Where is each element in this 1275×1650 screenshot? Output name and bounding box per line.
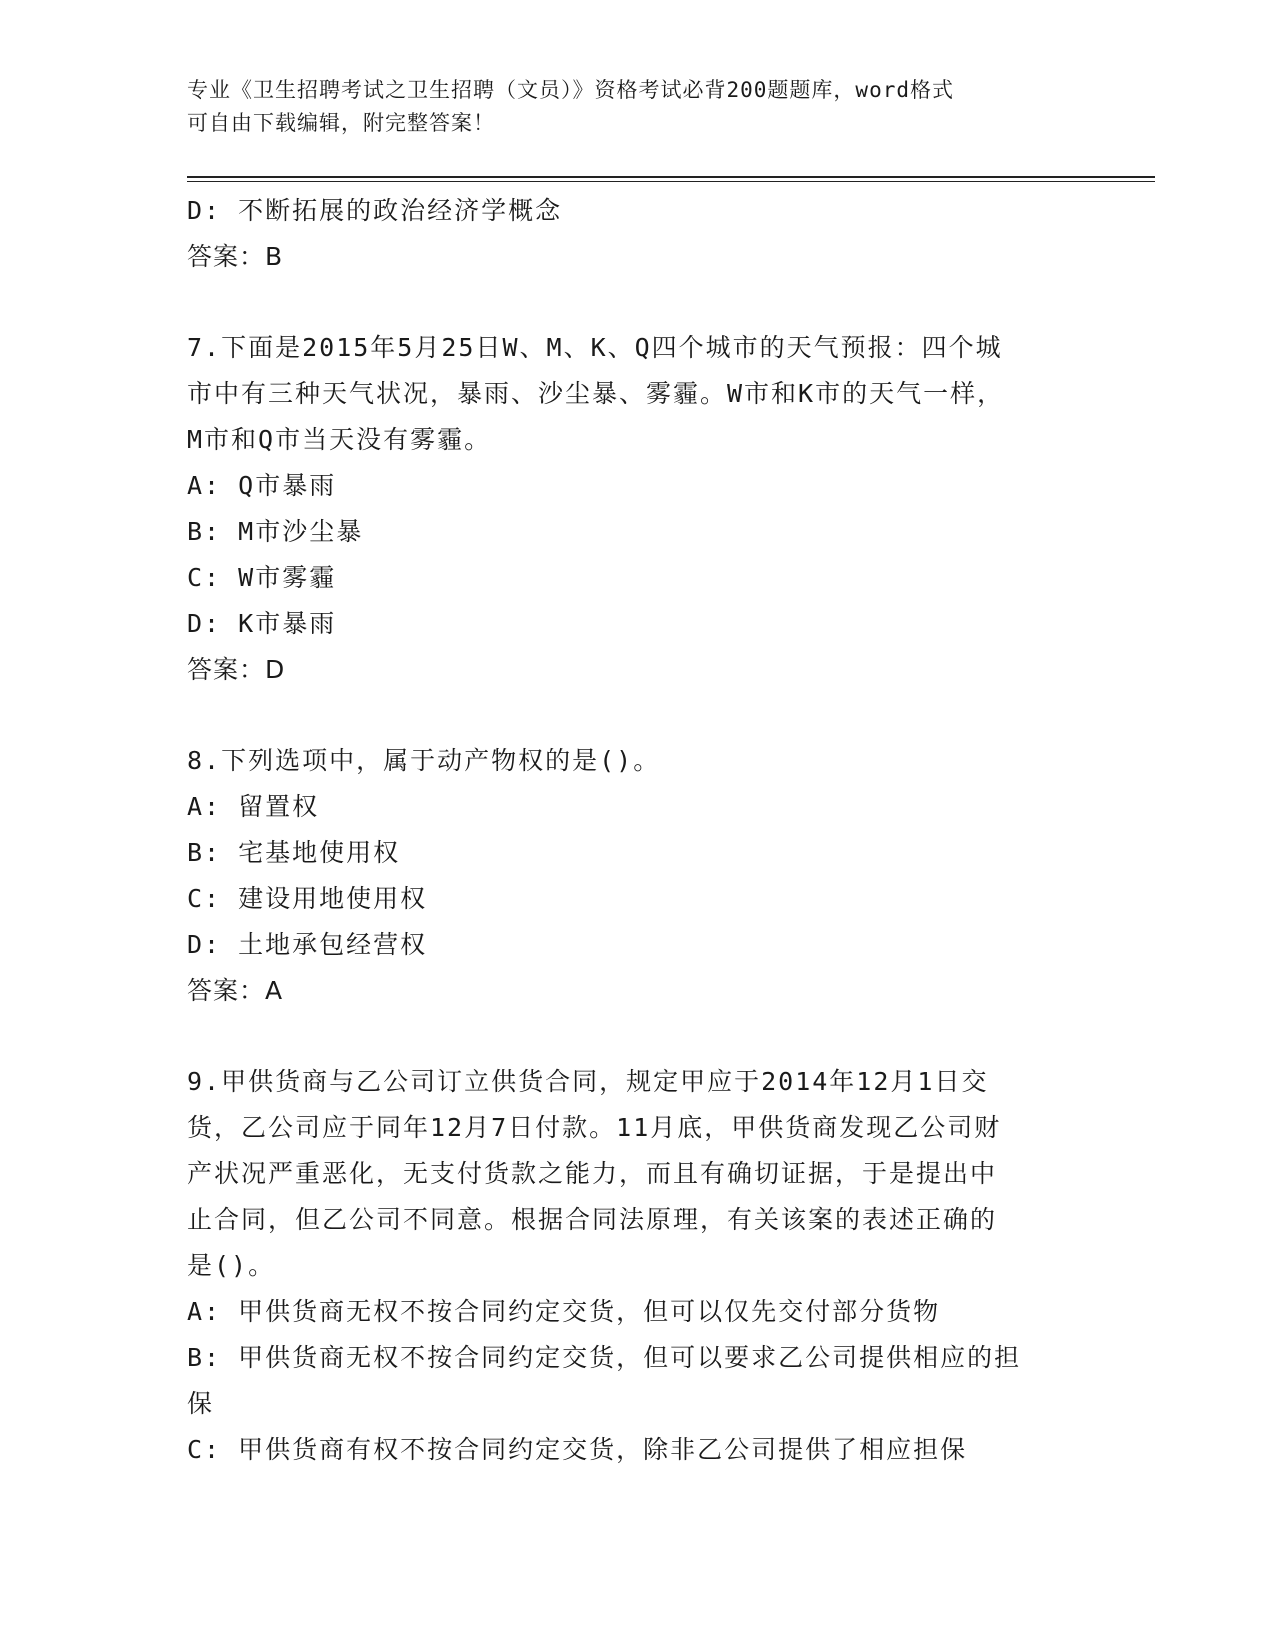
q9-option-c: C: 甲供货商有权不按合同约定交货，除非乙公司提供了相应担保	[187, 1435, 968, 1464]
q8-option-a: A: 留置权	[187, 792, 320, 821]
document-body	[187, 188, 1087, 1473]
q7-stem-line-2: 市中有三种天气状况，暴雨、沙尘暴、雾霾。W市和K市的天气一样，	[187, 379, 1005, 408]
document-header	[187, 74, 1087, 140]
q8-answer: 答案：A	[187, 976, 284, 1005]
q9-stem-line-4: 止合同，但乙公司不同意。根据合同法原理，有关该案的表述正确的	[187, 1205, 998, 1234]
q9-option-b: B: 甲供货商无权不按合同约定交货，但可以要求乙公司提供相应的担	[187, 1343, 1022, 1372]
q9-stem-line-1: 9.甲供货商与乙公司订立供货合同，规定甲应于2014年12月1日交	[187, 1067, 989, 1096]
header-line-1: 专业《卫生招聘考试之卫生招聘（文员）》资格考试必背200题题库，word格式	[187, 78, 954, 102]
q8-stem-line-1: 8.下列选项中，属于动产物权的是()。	[187, 746, 661, 775]
header-divider-thick	[187, 176, 1155, 178]
q7-option-c: C: W市雾霾	[187, 563, 337, 592]
q7-option-d: D: K市暴雨	[187, 609, 337, 638]
question-spacer	[187, 693, 1087, 738]
q9-stem-line-3: 产状况严重恶化，无支付货款之能力，而且有确切证据，于是提出中	[187, 1159, 998, 1188]
q6-option-d: D: 不断拓展的政治经济学概念	[187, 196, 563, 225]
q8-option-d: D: 土地承包经营权	[187, 930, 428, 959]
q6-answer: 答案：B	[187, 242, 284, 271]
q8-option-b: B: 宅基地使用权	[187, 838, 401, 867]
q8-option-c: C: 建设用地使用权	[187, 884, 428, 913]
question-spacer	[187, 1014, 1087, 1059]
q7-stem-line-1: 7.下面是2015年5月25日W、M、K、Q四个城市的天气预报：四个城	[187, 333, 1003, 362]
q7-stem-line-3: M市和Q市当天没有雾霾。	[187, 425, 492, 454]
q9-option-b-cont: 保	[187, 1389, 215, 1418]
q9-stem-line-2: 货，乙公司应于同年12月7日付款。11月底，甲供货商发现乙公司财	[187, 1113, 1002, 1142]
q7-option-b: B: M市沙尘暴	[187, 517, 364, 546]
q9-option-a: A: 甲供货商无权不按合同约定交货，但可以仅先交付部分货物	[187, 1297, 941, 1326]
question-spacer	[187, 280, 1087, 325]
q7-answer: 答案：D	[187, 655, 286, 684]
header-line-2: 可自由下载编辑，附完整答案！	[187, 111, 495, 135]
header-divider-thin	[187, 181, 1155, 182]
q7-option-a: A: Q市暴雨	[187, 471, 337, 500]
q9-stem-line-5: 是()。	[187, 1251, 276, 1280]
